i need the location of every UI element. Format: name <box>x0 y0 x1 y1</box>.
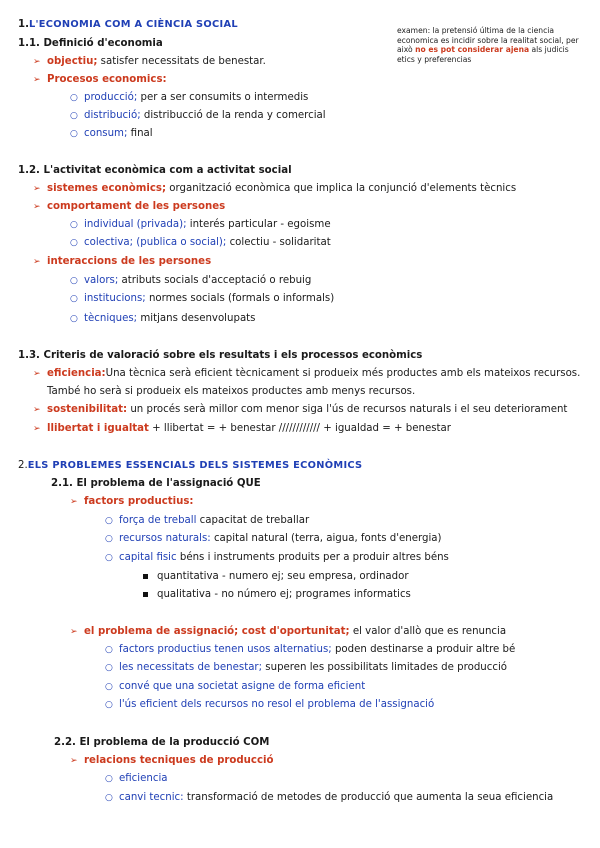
item-text: distribucció de la renda y comercial <box>140 110 326 121</box>
list-item <box>143 588 411 601</box>
list-item <box>33 182 516 196</box>
eficiencia-label: eficiencia: <box>47 368 106 379</box>
item-text: superen les possibilitats limitades de producció <box>262 662 508 673</box>
objectiu-text: satisfer necessitats de benestar. <box>97 56 266 67</box>
list-item <box>33 422 451 436</box>
list-item <box>33 73 167 87</box>
circle-bullet-icon: ○ <box>105 534 113 544</box>
list-item <box>70 495 194 509</box>
list-item <box>33 255 211 269</box>
relacions-label: relacions tecniques de producció <box>84 755 274 766</box>
subsection-2-1-title: 2.1. El problema de l'assignació QUE <box>51 478 261 489</box>
eficiencia-text: Una tècnica serà eficient tècnicament si produeix més productes amb els mateixos recursos. <box>105 368 581 379</box>
subsection-2-2-title: 2.2. El problema de la producció COM <box>54 737 270 748</box>
objectiu-label: objectiu; <box>47 56 98 67</box>
arrow-bullet-icon: ➢ <box>33 184 41 194</box>
circle-bullet-icon: ○ <box>105 700 113 710</box>
subsection-1-2-title: 1.2. L'activitat econòmica com a activitat social <box>18 165 292 176</box>
item-label: factors productius tenen usos alternatius; <box>119 644 332 655</box>
list-item <box>105 680 365 694</box>
circle-bullet-icon: ○ <box>70 294 78 304</box>
circle-bullet-icon: ○ <box>70 220 78 230</box>
item-label: distribució; <box>84 110 141 121</box>
item-label: l'ús eficient dels recursos no resol el problema de l'assignació <box>119 699 435 710</box>
list-item <box>33 200 225 214</box>
list-item <box>33 403 567 417</box>
item-text: interés particular - egoisme <box>186 219 331 230</box>
item-text: quantitativa - numero ej; seu empresa, ordinador <box>157 571 409 582</box>
item-text: béns i instruments produits per a produir altres béns <box>176 552 449 563</box>
list-item <box>70 236 331 250</box>
item-text: capacitat de treballar <box>196 515 310 526</box>
list-item <box>33 367 580 381</box>
square-bullet-icon <box>143 592 148 597</box>
item-label: colectiva; (publica o social); <box>84 237 227 248</box>
circle-bullet-icon: ○ <box>70 314 78 324</box>
item-label: les necessitats de benestar; <box>119 662 263 673</box>
sistemes-text: organització econòmica que implica la conjunció d'elements tècnics <box>166 183 517 194</box>
list-item <box>70 625 506 639</box>
eficiencia-text-continued: També ho serà si produeix els mateixos productes amb menys recursos. <box>47 386 416 397</box>
arrow-bullet-icon: ➢ <box>33 257 41 267</box>
arrow-bullet-icon: ➢ <box>33 75 41 85</box>
list-item <box>105 551 449 565</box>
sostenibilitat-label: sostenibilitat: <box>47 404 128 415</box>
item-label: producció; <box>84 92 138 103</box>
item-text: normes socials (formals o informals) <box>145 293 335 304</box>
exam-note-text-c: als judicis etics y preferencias <box>397 45 569 64</box>
list-item <box>33 55 266 69</box>
factors-label: factors productius: <box>84 496 194 507</box>
item-text: capital natural (terra, aigua, fonts d'energia) <box>210 533 442 544</box>
arrow-bullet-icon: ➢ <box>70 756 78 766</box>
item-label: eficiencia <box>119 773 168 784</box>
item-label: individual (privada); <box>84 219 187 230</box>
circle-bullet-icon: ○ <box>105 645 113 655</box>
section-1-heading <box>18 18 238 31</box>
circle-bullet-icon: ○ <box>105 682 113 692</box>
list-item <box>70 274 311 288</box>
square-bullet-icon <box>143 574 148 579</box>
list-item <box>143 570 409 583</box>
llibertat-label: llibertat i igualtat <box>47 423 149 434</box>
item-text: transformació de metodes de producció que aumenta la seua eficiencia <box>183 792 554 803</box>
item-text: per a ser consumits o intermedis <box>137 92 309 103</box>
list-item <box>70 91 308 105</box>
list-item <box>105 514 309 528</box>
circle-bullet-icon: ○ <box>105 553 113 563</box>
circle-bullet-icon: ○ <box>105 663 113 673</box>
list-item <box>70 754 274 768</box>
item-label: força de treball <box>119 515 197 526</box>
item-text: colectiu - solidaritat <box>226 237 331 248</box>
circle-bullet-icon: ○ <box>70 238 78 248</box>
list-item <box>105 791 553 805</box>
exam-note-highlight: no es pot considerar ajena <box>415 45 530 55</box>
item-label: consum; <box>84 128 128 139</box>
list-item <box>105 698 434 712</box>
item-text: atributs socials d'acceptació o rebuig <box>118 275 312 286</box>
sostenibilitat-text: un procés serà millor com menor siga l'ús de recursos naturals i el seu deteriorament <box>127 404 568 415</box>
arrow-bullet-icon: ➢ <box>33 57 41 67</box>
arrow-bullet-icon: ➢ <box>70 627 78 637</box>
problema-text: el valor d'allò que es renuncia <box>349 626 507 637</box>
list-item <box>105 661 507 675</box>
item-label: capital fisic <box>119 552 177 563</box>
circle-bullet-icon: ○ <box>70 276 78 286</box>
list-item <box>70 312 255 326</box>
circle-bullet-icon: ○ <box>105 516 113 526</box>
item-text: poden destinarse a produir altre bé <box>331 644 516 655</box>
list-item <box>70 218 331 232</box>
subsection-1-3-title: 1.3. Criteris de valoració sobre els resultats i els processos econòmics <box>18 350 423 361</box>
section-1-title: L'ECONOMIA COM A CIÈNCIA SOCIAL <box>28 19 238 30</box>
sistemes-label: sistemes econòmics; <box>47 183 167 194</box>
processos-label: Procesos economics: <box>47 74 167 85</box>
circle-bullet-icon: ○ <box>70 111 78 121</box>
section-2-title: ELS PROBLEMES ESSENCIALS DELS SISTEMES ECONÒMICS <box>27 460 363 471</box>
item-label: valors; <box>84 275 119 286</box>
circle-bullet-icon: ○ <box>70 93 78 103</box>
section-2-number: 2. <box>18 460 28 471</box>
item-label: canvi tecnic: <box>119 792 184 803</box>
list-item <box>105 643 515 657</box>
list-item <box>70 292 334 306</box>
exam-note-text-a: examen: la pretensió última de la ciencia economica es incidir sobre la realitat social, per això <box>397 26 579 55</box>
list-item <box>105 772 168 786</box>
item-label: convé que una societat asigne de forma eficient <box>119 681 366 692</box>
section-1-number: 1. <box>18 19 29 30</box>
item-label: recursos naturals: <box>119 533 211 544</box>
circle-bullet-icon: ○ <box>105 774 113 784</box>
exam-note <box>397 26 587 64</box>
item-label: institucions; <box>84 293 146 304</box>
interaccions-label: interaccions de les persones <box>47 256 212 267</box>
subsection-1-1-title: 1.1. Definició d'economia <box>18 38 163 49</box>
arrow-bullet-icon: ➢ <box>33 405 41 415</box>
circle-bullet-icon: ○ <box>105 793 113 803</box>
comportament-label: comportament de les persones <box>47 201 226 212</box>
arrow-bullet-icon: ➢ <box>33 202 41 212</box>
item-text: final <box>127 128 153 139</box>
item-text: qualitativa - no número ej; programes informatics <box>157 589 411 600</box>
item-label: tècniques; <box>84 313 138 324</box>
problema-label: el problema de assignació; cost d'oportunitat; <box>84 626 350 637</box>
item-text: mitjans desenvolupats <box>137 313 256 324</box>
arrow-bullet-icon: ➢ <box>33 424 41 434</box>
arrow-bullet-icon: ➢ <box>33 369 41 379</box>
list-item <box>70 109 326 123</box>
section-2-heading <box>18 459 362 472</box>
arrow-bullet-icon: ➢ <box>70 497 78 507</box>
circle-bullet-icon: ○ <box>70 129 78 139</box>
list-item <box>70 127 153 141</box>
llibertat-text: + llibertat = + benestar //////////// + igualdad = + benestar <box>148 423 451 434</box>
list-item <box>105 532 442 546</box>
